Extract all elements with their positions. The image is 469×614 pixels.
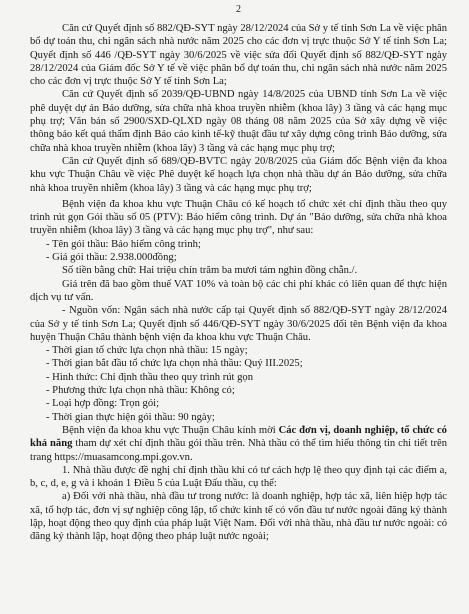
paragraph-vat-note: Giá trên đã bao gồm thuế VAT 10% và toàn bộ các chi phí khác có liên quan để thực hiện dịch vụ tư vấn. [30, 278, 447, 303]
paragraph-procurement-plan: Bệnh viện đa khoa khu vực Thuận Châu có kế hoạch tổ chức xét chỉ định thầu theo quy trình rút gọn Gói thầu số 05 (PTV): Bảo hiểm công trình. Dự án "Bảo dưỡng, sửa chữa nhà khoa truyền nhiễm (khoa lây) 3 tầng và các hạng mục phụ trợ", như sau: [30, 198, 447, 237]
paragraph-invitation [30, 424, 447, 464]
item-package-name: - Tên gói thầu: Bảo hiểm công trình; [46, 238, 201, 250]
paragraph-legal-basis-1: Căn cứ Quyết định số 882/QĐ-SYT ngày 28/12/2024 của Sở y tế tỉnh Sơn La về việc phân bổ dự toán thu, chi ngân sách nhà nước năm 2025 cho các đơn vị trực thuộc Sở Y tế tỉnh Sơn La; Quyết định số 446 /QĐ-SYT ngày 30/6/2025 về việc sửa đổi Quyết định số 882/QĐ-SYT ngày 28/12/2024 của Giám đốc Sở Y tế về việc phân bổ dự toán thu, chi ngân sách nhà nước năm 2025 cho các đơn vị trực thuộc Sở Y tế tỉnh Sơn La; [30, 23, 447, 88]
list-item: - Loại hợp đồng: Trọn gói; [46, 398, 160, 410]
list-item: - Thời gian tổ chức lựa chọn nhà thầu: 15 ngày; [46, 345, 248, 357]
list-item: - Hình thức: Chỉ định thầu theo quy trình rút gọn [46, 371, 254, 383]
paragraph-funding-source: - Nguồn vốn: Ngân sách nhà nước cấp tại Quyết định số 882/QĐ-SYT ngày 28/12/2024 của Sở y tế tỉnh Sơn La; Quyết định số 446/QĐ-SYT ngày 30/6/2025 đối tên Bệnh viện đa khoa huyện Thuận Châu thành bệnh viện đa khoa khu vực Thuận Châu. [30, 305, 447, 343]
paragraph-eligibility-a: a) Đối với nhà thầu, nhà đầu tư trong nước: là doanh nghiệp, hợp tác xã, liên hiệp hợp tác xã, tổ hợp tác, đơn vị sự nghiệp công lập, tổ chức kinh tế có vốn đầu tư nước ngoài đăng ký thành lập, hoạt động theo quy định của pháp luật Việt Nam. Đối với nhà thầu, nhà đầu tư nước ngoài: có đăng ký thành lập, hoạt động theo pháp luật nước ngoài; [30, 491, 447, 543]
invitation-text-start: Bệnh viện đa khoa khu vực Thuận Châu kính mời [62, 424, 279, 436]
invitation-bold-text: Các đơn vị, doanh nghiệp, tổ chức có khả năng [30, 424, 447, 450]
procurement-details-list [30, 344, 447, 424]
paragraph-legal-basis-2: Căn cứ Quyết định số 2039/QĐ-UBND ngày 14/8/2025 của UBND tỉnh Sơn La về việc phê duyệt dự án Bảo dưỡng, sửa chữa nhà khoa truyền nhiễm (khoa lây) 3 tầng và các hạng mục phụ trợ; Văn bản số 2900/SXD-QLXD ngày 08 tháng 08 năm 2025 của Sở xây dựng về việc thông báo kết quả thẩm định Báo cáo kinh tế-kỹ thuật đầu tư xây dựng công trình Bảo dưỡng, sửa chữa nhà khoa truyền nhiễm (khoa lây) 3 tầng và các hạng mục phụ trợ; [30, 89, 447, 154]
page-number: 2 [236, 4, 241, 15]
list-item: - Thời gian bắt đầu tổ chức lựa chọn nhà thầu: Quý III.2025; [46, 358, 303, 370]
paragraph-legal-basis-3: Căn cứ Quyết định số 689/QĐ-BVTC ngày 20/8/2025 của Giám đốc Bệnh viện đa khoa khu vực Thuận Châu về việc Phê duyệt kế hoạch lựa chọn nhà thầu dự án Bảo dưỡng, sửa chữa nhà khoa truyền nhiễm (khoa lây) 3 tầng và các hạng mục phụ trợ; [30, 155, 447, 194]
list-item: - Phương thức lựa chọn nhà thầu: Không có; [46, 385, 235, 397]
item-package-price: - Giá gói thầu: 2.938.000đồng; [46, 252, 177, 264]
paragraph-eligibility: 1. Nhà thầu được đề nghị chỉ định thầu khi có tư cách hợp lệ theo quy định tại các điểm a, b, c, d, e, g và i khoản 1 Điều 5 của Luật Đấu thầu, cụ thể: [30, 464, 447, 490]
invitation-text-end: tham dự xét chỉ định thầu gói thầu trên. Nhà thầu có thể tìm hiểu thông tin chi tiết trên trang https://muasamcong.mpi.gov.vn. [30, 438, 448, 463]
list-item: - Thời gian thực hiện gói thầu: 90 ngày; [46, 411, 215, 423]
amount-in-words: Số tiền bằng chữ: Hai triệu chín trăm ba mươi tám nghìn đồng chẵn./. [62, 265, 358, 277]
